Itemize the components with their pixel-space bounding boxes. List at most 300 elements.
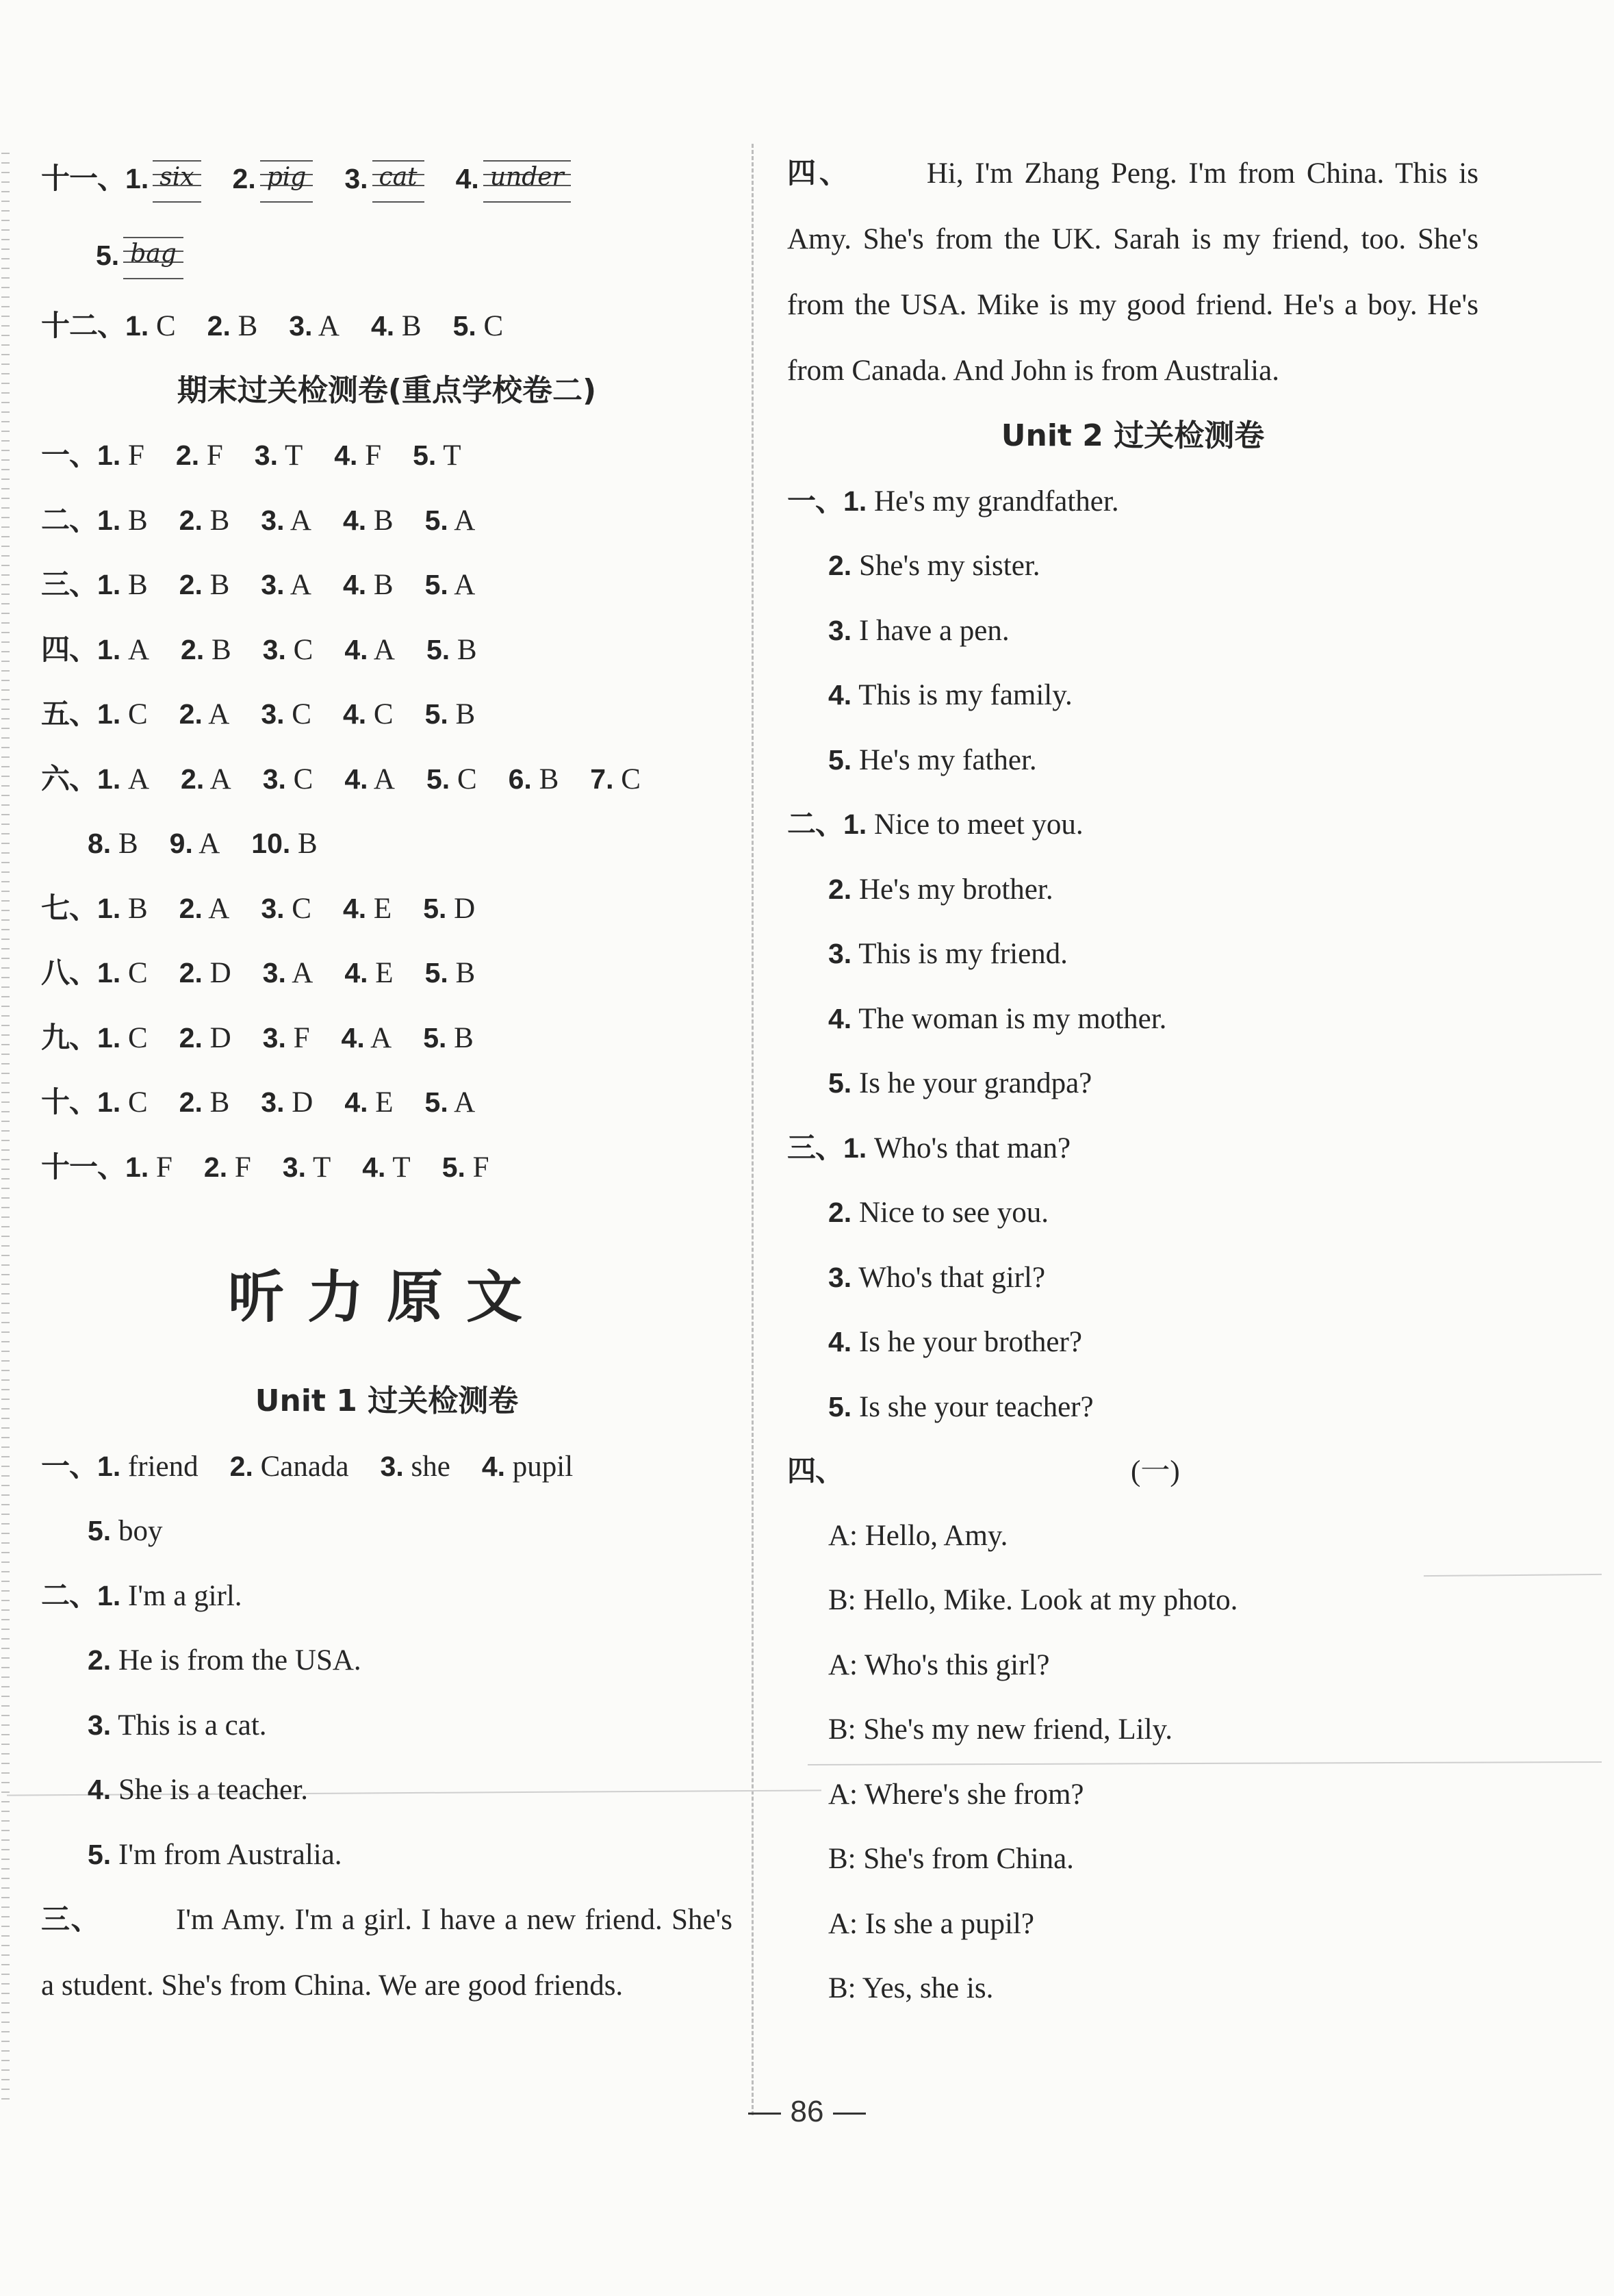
- section-label: 二、: [41, 503, 98, 536]
- item-number: 1.: [97, 892, 121, 924]
- answer-item: [97, 569, 148, 601]
- handwriting-answer: pig: [260, 160, 313, 203]
- item-number: 5.: [424, 569, 448, 600]
- sentence-text: Nice to meet you.: [873, 808, 1084, 841]
- answer-value: C: [292, 698, 311, 730]
- item-number: 3.: [261, 504, 285, 536]
- answer-row: [41, 617, 732, 683]
- answer-value: B: [127, 504, 148, 537]
- sentence-line: [787, 663, 1478, 728]
- item-number: 1.: [97, 569, 121, 600]
- answer-item: [261, 569, 311, 601]
- item-number: 1.: [97, 957, 121, 988]
- answer-item: [423, 893, 475, 925]
- answer-item: [442, 1151, 489, 1184]
- sentence-line: [787, 469, 1478, 534]
- item-number: 3.: [262, 957, 286, 988]
- right-column: [787, 140, 1478, 2021]
- item-number: 5.: [423, 892, 447, 924]
- dialogue-line: B: Hello, Mike. Look at my photo.: [828, 1584, 1238, 1616]
- item-number: 5.: [426, 763, 450, 795]
- sentence-text: This is my family.: [858, 679, 1073, 711]
- answer-item: [181, 763, 231, 795]
- answer-item: [343, 698, 394, 730]
- item-number: 3.: [262, 633, 286, 665]
- answer-item: [97, 634, 149, 666]
- sentence-group: [787, 792, 1478, 1116]
- page-footer: [0, 2095, 1614, 2129]
- answer-row: [41, 747, 732, 812]
- sentence-line: [787, 533, 1478, 598]
- handwriting-answer: six: [153, 160, 201, 203]
- column-divider: [752, 144, 754, 2115]
- answer-value: A: [292, 957, 313, 989]
- dialogue-line: B: Yes, she is.: [828, 1972, 994, 2004]
- item-number: 3.: [828, 938, 852, 969]
- section-label: 三、: [41, 568, 98, 600]
- item-number: 1.: [97, 1021, 121, 1054]
- item-number: 4.: [344, 957, 368, 988]
- item-number: 2.: [179, 698, 203, 730]
- item-number: 5.: [828, 1390, 852, 1423]
- section-label: 十二、: [41, 309, 126, 342]
- item-number: 5.: [424, 1086, 448, 1118]
- dialogue-subtitle: (一): [1131, 1455, 1180, 1488]
- answer-value: E: [373, 892, 392, 925]
- answer-row: [41, 1006, 732, 1071]
- answer-item: [261, 505, 311, 537]
- answer-item: [343, 569, 394, 601]
- item-number: 4.: [828, 1326, 852, 1357]
- sentence-text: He's my brother.: [858, 873, 1053, 906]
- answer-value: A: [454, 504, 476, 537]
- answer-row: [41, 140, 732, 217]
- item-number: 3.: [282, 1151, 306, 1183]
- item-number: 4.: [344, 763, 368, 795]
- answer-item: [344, 763, 395, 795]
- answer-value: F: [365, 439, 382, 472]
- answer-item: [97, 439, 144, 472]
- answer-item: [344, 1086, 393, 1119]
- sentence-text: Who's that man?: [873, 1132, 1071, 1164]
- answer-value: F: [472, 1151, 489, 1184]
- sentence-text: Nice to see you.: [858, 1197, 1049, 1229]
- answer-value: C: [621, 763, 641, 795]
- answer-value: C: [457, 763, 477, 795]
- answer-value: B: [373, 504, 394, 537]
- answer-row: [41, 552, 732, 617]
- item-number: 1.: [843, 485, 867, 517]
- answer-value: B: [539, 763, 559, 795]
- sentence-text: He's my grandfather.: [873, 485, 1119, 518]
- item-number: 4.: [341, 1021, 365, 1054]
- item-number: 1.: [843, 1132, 867, 1164]
- answer-value: F: [155, 1151, 172, 1184]
- answer-value: E: [375, 1086, 394, 1119]
- left-column: [41, 140, 732, 2019]
- answer-item: [343, 505, 394, 537]
- item-number: 5.: [413, 439, 437, 471]
- answer-row: [41, 876, 732, 941]
- answer-item: [179, 505, 230, 537]
- answer-value: A: [373, 763, 395, 795]
- item-number: 2.: [828, 1197, 852, 1228]
- answer-item: [362, 1151, 410, 1184]
- dialogue: [787, 1504, 1478, 2021]
- item-number: 4.: [828, 1002, 852, 1034]
- section-label: 八、: [41, 956, 98, 988]
- answer-value: D: [292, 1086, 313, 1119]
- sentence-group: [787, 1116, 1478, 1440]
- sentence-line: 5. I'm from Australia.: [88, 1838, 342, 1871]
- answer-value: A: [208, 892, 230, 925]
- dialogue-line: B: She's my new friend, Lily.: [828, 1713, 1173, 1746]
- handwriting-answer: bag: [123, 237, 183, 279]
- handwriting-answer: cat: [372, 160, 424, 203]
- answer-item: [179, 1086, 230, 1119]
- dialogue-line: A: Who's this girl?: [828, 1648, 1050, 1681]
- item-number: 5.: [96, 240, 120, 271]
- answer-item: [425, 698, 476, 730]
- answer-value: A: [209, 763, 231, 795]
- answer-value: A: [290, 569, 311, 601]
- answer-item: [97, 1086, 148, 1119]
- answer-value: F: [234, 1151, 251, 1184]
- item-number: 5.: [828, 1067, 852, 1099]
- answer-value: A: [290, 504, 311, 537]
- answer-value: D: [209, 1021, 231, 1054]
- item-number: 2.: [179, 504, 203, 536]
- section-label: 四、: [787, 1455, 844, 1487]
- item-number: 2.: [232, 163, 256, 194]
- answer-value: B: [457, 633, 477, 666]
- sentence-line: 3. This is a cat.: [88, 1709, 267, 1742]
- answer-item: [343, 893, 392, 925]
- answer-item: [509, 763, 559, 795]
- answer-item: [342, 1022, 392, 1054]
- answer-value: C: [373, 698, 394, 730]
- answer-value: F: [206, 439, 223, 472]
- item-number: 2.: [179, 957, 203, 988]
- item-number: 2.: [181, 633, 205, 665]
- sentence-line: [787, 1245, 1478, 1310]
- passage-text: I'm Amy. I'm a girl. I have a new friend. She's a student. She's from China. We are good friends.: [41, 1904, 732, 2002]
- item-number: 5.: [828, 743, 852, 776]
- section-label: 六、: [41, 762, 98, 795]
- answer-value: D: [209, 957, 231, 989]
- section-label: 四、: [787, 157, 851, 189]
- answer-item: [179, 569, 230, 601]
- answer-row: [41, 682, 732, 747]
- answer-item: [425, 1086, 476, 1119]
- sentence-group: [787, 469, 1478, 793]
- item-number: 3.: [254, 439, 278, 471]
- answer-item: [344, 634, 395, 666]
- section-label: 九、: [41, 1021, 98, 1054]
- answer-value: B: [211, 633, 231, 666]
- listening-title: 听力原文: [227, 1264, 546, 1330]
- answer-row: [41, 217, 732, 294]
- answer-item: [125, 1151, 172, 1184]
- answer-item: [179, 1022, 231, 1054]
- section-label: 二、: [787, 808, 844, 840]
- section-label: 十一、: [41, 1150, 126, 1183]
- answer-row: [41, 1135, 732, 1200]
- item-number: 3.: [261, 569, 285, 600]
- item-number: 1.: [97, 1086, 121, 1118]
- item-number: 3.: [262, 1021, 286, 1054]
- answer-item: [263, 634, 313, 666]
- item-number: 1.: [843, 808, 867, 840]
- answer-rows: [41, 423, 732, 811]
- footer-dash: [833, 2113, 866, 2115]
- answer-rows: [41, 876, 732, 1200]
- item-number: 2.: [179, 892, 203, 924]
- item-number: 4.: [455, 163, 479, 194]
- answer-value: T: [392, 1151, 411, 1184]
- item-number: 3.: [261, 1086, 285, 1118]
- handwriting-answer: under: [483, 160, 571, 203]
- sentence-text: Is she your teacher?: [858, 1390, 1094, 1423]
- answer-item: [255, 439, 303, 472]
- answer-value: C: [127, 1086, 148, 1119]
- item-number: 2.: [203, 1151, 228, 1183]
- dialogue-line: A: Where's she from?: [828, 1778, 1084, 1811]
- answer-item: [263, 763, 313, 795]
- answer-item: [283, 1151, 331, 1184]
- sentence-text: Who's that girl?: [858, 1261, 1046, 1294]
- passage: [41, 1887, 732, 2019]
- answer-item: [426, 763, 477, 795]
- item-number: 4.: [828, 679, 852, 711]
- answer-value: C: [127, 1021, 148, 1054]
- item-number: 4.: [344, 633, 368, 665]
- item-number: 1.: [97, 439, 121, 471]
- item-number: 4.: [362, 1151, 386, 1183]
- item-number: 3.: [261, 892, 285, 924]
- item-number: 5.: [424, 698, 448, 730]
- answer-value: F: [127, 439, 144, 472]
- answer-item: [204, 1151, 251, 1184]
- answer-item: [261, 698, 311, 730]
- answer-row: [41, 423, 732, 488]
- item-number: 1.: [125, 1151, 149, 1183]
- item-number: 6.: [508, 763, 532, 795]
- exam-title: 期末过关检测卷(重点学校卷二): [177, 372, 597, 408]
- item-number: 5.: [441, 1151, 465, 1183]
- answer-value: A: [127, 633, 150, 666]
- dialogue-line: A: Hello, Amy.: [828, 1519, 1008, 1552]
- sentence-line: [787, 1375, 1478, 1440]
- answer-value: T: [284, 439, 303, 472]
- item-number: 4.: [344, 1086, 368, 1118]
- item-number: 5.: [423, 1021, 447, 1054]
- answer-value: A: [208, 698, 230, 730]
- sentence-line: [787, 857, 1478, 922]
- answer-value: A: [127, 763, 150, 795]
- answer-value: A: [454, 1086, 476, 1119]
- answer-row: 一、1. friend 2. Canada 3. she 4. pupil: [41, 1449, 574, 1483]
- item-number: 1.: [97, 698, 121, 730]
- sentence-line: [787, 1180, 1478, 1245]
- item-number: 2.: [179, 569, 203, 600]
- item-number: 1.: [125, 163, 149, 194]
- section-label: 十一、: [41, 162, 126, 194]
- answer-item: [334, 439, 381, 472]
- dialogue-header: [787, 1439, 1478, 1504]
- answer-value: C: [292, 892, 311, 925]
- answer-value: A: [373, 633, 395, 666]
- sentence-line: [787, 986, 1478, 1051]
- answer-item: [426, 634, 477, 666]
- unit1-title: Unit 1 过关检测卷: [255, 1383, 519, 1418]
- answer-value: B: [209, 1086, 230, 1119]
- answer-item: [590, 763, 641, 795]
- sentence-line: 4. She is a teacher.: [88, 1774, 308, 1806]
- item-number: 3.: [261, 698, 285, 730]
- section-label: 一、: [41, 1449, 98, 1482]
- sentence-text: She's my sister.: [858, 550, 1040, 582]
- item-number: 1.: [97, 633, 121, 665]
- answer-value: B: [209, 504, 230, 537]
- answer-value: C: [293, 633, 313, 666]
- answer-value: A: [370, 1021, 392, 1054]
- answer-item: [97, 698, 148, 730]
- answer-value: B: [455, 957, 476, 989]
- item-number: 3.: [828, 614, 852, 646]
- answer-value: T: [312, 1151, 331, 1184]
- answer-item: [97, 763, 149, 795]
- item-number: 5.: [424, 504, 448, 536]
- section-label: 三、: [41, 1903, 101, 1935]
- answer-value: A: [454, 569, 476, 601]
- answer-value: B: [209, 569, 230, 601]
- section-label: 七、: [41, 891, 98, 924]
- sentence-text: He's my father.: [858, 743, 1037, 776]
- binding-edge: [1, 147, 10, 2105]
- answer-value: T: [443, 439, 461, 472]
- section-label: 五、: [41, 698, 98, 730]
- answer-item: [176, 439, 223, 472]
- sentence-text: The woman is my mother.: [858, 1002, 1167, 1035]
- answer-item: [179, 698, 230, 730]
- item-number: 2.: [175, 439, 200, 471]
- section-label: 一、: [41, 439, 98, 471]
- answer-row: 5. boy: [88, 1515, 163, 1547]
- answer-item: [179, 957, 231, 989]
- sentence-text: This is my friend.: [858, 938, 1068, 970]
- item-number: 2.: [179, 1021, 203, 1054]
- answer-row: [41, 941, 732, 1006]
- answer-row: [41, 488, 732, 553]
- unit2-title: Unit 2 过关检测卷: [1001, 418, 1265, 453]
- sentence-line: [787, 1310, 1478, 1375]
- section-label: 三、: [787, 1131, 844, 1164]
- item-number: 2.: [828, 873, 852, 905]
- sentence-line: 二、1. I'm a girl.: [41, 1579, 242, 1612]
- section-label: 二、: [41, 1579, 98, 1611]
- answer-item: [423, 1022, 474, 1054]
- section-label: 一、: [787, 484, 844, 517]
- dialogue-line: B: She's from China.: [828, 1843, 1074, 1875]
- answer-item: [425, 957, 476, 989]
- answer-item: [425, 505, 476, 537]
- answer-value: E: [375, 957, 394, 989]
- item-number: 5.: [426, 633, 450, 665]
- item-number: 4.: [342, 698, 367, 730]
- sentence-line: 2. He is from the USA.: [88, 1644, 361, 1676]
- answer-item: [261, 893, 311, 925]
- item-number: 3.: [262, 763, 286, 795]
- answer-item: [261, 1086, 313, 1119]
- answer-value: B: [127, 569, 148, 601]
- answer-value: B: [373, 569, 394, 601]
- section-label: 十、: [41, 1086, 98, 1118]
- answer-value: B: [454, 1021, 474, 1054]
- item-number: 3.: [344, 163, 368, 194]
- answer-row: 8. B 9. A 10. B: [88, 828, 318, 860]
- answer-row: [41, 1070, 732, 1135]
- answer-value: D: [454, 892, 476, 925]
- section-label: 四、: [41, 633, 98, 665]
- footer-dash: [748, 2113, 781, 2115]
- sentence-text: I have a pen.: [858, 614, 1010, 647]
- answer-item: [97, 893, 148, 925]
- item-number: 5.: [424, 957, 448, 988]
- sentence-text: Is he your brother?: [858, 1326, 1082, 1358]
- answer-item: [263, 1022, 310, 1054]
- answer-row: 十二、1. C 2. B 3. A 4. B 5. C: [41, 309, 504, 342]
- item-number: 2.: [181, 763, 205, 795]
- sentence-line: [787, 598, 1478, 663]
- item-number: 1.: [97, 763, 121, 795]
- answer-item: [179, 893, 230, 925]
- answer-item: [97, 957, 148, 989]
- item-number: 2.: [179, 1086, 203, 1118]
- item-number: 1.: [97, 504, 121, 536]
- passage-text: Hi, I'm Zhang Peng. I'm from China. This is Amy. She's from the UK. Sarah is my friend, too. She's from the USA. Mike is my good friend. He's a boy. He's from Canada. And John is from Australia.: [787, 157, 1478, 387]
- answer-item: [97, 1022, 148, 1054]
- answer-value: C: [127, 698, 148, 730]
- answer-item: [263, 957, 313, 989]
- answer-item: [181, 634, 231, 666]
- answer-value: C: [293, 763, 313, 795]
- passage: [787, 140, 1478, 404]
- sentence-line: [787, 1116, 1478, 1181]
- sentence-text: Is he your grandpa?: [858, 1067, 1092, 1099]
- answer-item: [413, 439, 461, 472]
- answer-item: [97, 505, 148, 537]
- sentence-line: [787, 921, 1478, 986]
- item-number: 7.: [590, 763, 614, 795]
- answer-value: B: [127, 892, 148, 925]
- item-number: 2.: [828, 550, 852, 581]
- answer-item: [425, 569, 476, 601]
- answer-value: C: [127, 957, 148, 989]
- item-number: 4.: [334, 439, 358, 471]
- sentence-line: [787, 728, 1478, 793]
- sentence-line: [787, 1051, 1478, 1116]
- item-number: 3.: [828, 1261, 852, 1293]
- dialogue-line: A: Is she a pupil?: [828, 1907, 1034, 1940]
- answer-item: [344, 957, 393, 989]
- item-number: 4.: [342, 504, 367, 536]
- answer-value: B: [455, 698, 476, 730]
- answer-value: F: [293, 1021, 310, 1054]
- item-number: 4.: [342, 569, 367, 600]
- item-number: 4.: [342, 892, 367, 924]
- sentence-line: [787, 792, 1478, 857]
